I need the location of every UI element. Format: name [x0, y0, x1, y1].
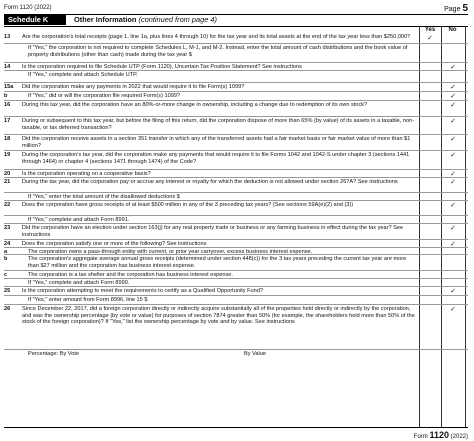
- question-text: The corporation's aggregate average annual gross receipts (determined under section 448(c)) for the 3 tax years preceding the current tax year are more than $27 million and the corporation has business interest expense.: [28, 256, 407, 269]
- row-divider: [4, 304, 468, 305]
- no-checkmark[interactable]: ✓: [450, 306, 456, 313]
- form-identifier: Form 1120 (2022): [4, 5, 52, 11]
- no-checkmark[interactable]: ✓: [450, 152, 456, 159]
- question-number: b: [4, 93, 8, 99]
- question-number: 14: [4, 64, 11, 70]
- question-number: 19: [4, 152, 11, 158]
- row-divider: [4, 295, 468, 296]
- page-prefix: Page: [444, 6, 461, 13]
- row-divider: [4, 91, 468, 92]
- question-number: 17: [4, 118, 11, 124]
- question-text: If "Yes," enter the total amount of the disallowed deductions $: [28, 194, 180, 200]
- question-text: Is the corporation required to file Schedule UTP (Form 1120), Uncertain Tax Position Statement? See instructions: [22, 64, 302, 70]
- row-divider: [4, 70, 468, 71]
- page-header: [4, 2, 468, 14]
- row-divider: [4, 116, 468, 117]
- question-text: Is the corporation operating on a cooperative basis?: [22, 171, 151, 177]
- row-divider: [4, 169, 468, 170]
- question-text: During the tax year, did the corporation pay or accrue any interest or royalty for which the deduction is not allowed under section 267A? See instructions: [22, 179, 398, 185]
- no-checkmark[interactable]: ✓: [450, 136, 456, 143]
- question-number: 25: [4, 288, 11, 294]
- question-text: Are the corporation's total receipts (page 1, line 1a, plus lines 4 through 10) for the tax year and its total assets at the end of the tax year less than $250,000?: [22, 34, 411, 40]
- no-checkmark[interactable]: ✓: [450, 118, 456, 125]
- title-note: (continued from page 4): [138, 15, 217, 24]
- question-number: 21: [4, 179, 11, 185]
- schedule-label: Schedule K: [4, 15, 66, 25]
- no-checkmark[interactable]: ✓: [450, 288, 456, 295]
- question-text: If "Yes," complete and attach Form 8990.: [28, 280, 130, 286]
- question-number: 24: [4, 241, 11, 247]
- row-divider: [4, 177, 468, 178]
- no-checkmark[interactable]: ✓: [450, 171, 456, 178]
- footer-year: (2022): [450, 434, 468, 440]
- question-text: If "Yes," complete and attach Form 8991.: [28, 217, 130, 223]
- row-divider: [4, 239, 468, 240]
- question-number: 15a: [4, 84, 14, 90]
- question-text: Percentage: By Vote: [28, 351, 79, 357]
- row-divider: [4, 278, 468, 279]
- no-checkmark[interactable]: ✓: [450, 179, 456, 186]
- question-number: c: [4, 272, 8, 278]
- question-number: a: [4, 249, 8, 255]
- question-number: 16: [4, 102, 11, 108]
- no-checkmark[interactable]: ✓: [450, 241, 456, 248]
- question-number: 20: [4, 171, 11, 177]
- no-checkmark[interactable]: ✓: [450, 102, 456, 109]
- row-divider: [4, 43, 468, 44]
- question-text: The corporation is a tax shelter and the corporation has business interest expense.: [28, 272, 233, 278]
- no-checkmark[interactable]: ✓: [450, 84, 456, 91]
- row-divider: [4, 349, 468, 350]
- row-divider: [4, 254, 468, 255]
- question-text: During the corporation's tax year, did the corporation make any payments that would require it to file Forms 1042 and 1042-S under chapter 3 (sections 1441 through 1464) or chapter 4 (sections 1471 through 1474) of the Code?: [22, 152, 410, 165]
- row-divider: [4, 100, 468, 101]
- question-text: The corporation owns a pass-through entity with current, or prior year carryover, excess business interest expense.: [28, 249, 313, 255]
- footer-prefix: Form: [413, 434, 428, 440]
- row-divider: [4, 192, 468, 193]
- question-text: Since December 22, 2017, did a foreign corporation directly or indirectly acquire substantially all of the properties held directly or indirectly by the corporation, and was the ownership percentage (by vote or value) for purposes of section 7874 greater than 50% (for example, the shareholders held more than 50% of the stock of the foreign corporation)? If "Yes," list the ownership percentage by vote and by value. See instructions: [22, 306, 415, 326]
- question-text: Did the corporation make any payments in 2022 that would require it to file Form(s) 1099?: [22, 84, 245, 90]
- question-text: Does the corporation satisfy one or more of the following? See instructions: [22, 241, 207, 247]
- title-text: Other Information: [74, 15, 137, 24]
- question-text: During this tax year, did the corporation have an 80%-or-more change in ownership, including a change due to redemption of its own stock?: [22, 102, 368, 108]
- row-divider: [4, 286, 468, 287]
- row-divider: [4, 82, 468, 83]
- page-number: 5: [462, 3, 468, 14]
- row-divider: [4, 215, 468, 216]
- table-top-rule: [4, 26, 468, 27]
- no-checkmark[interactable]: ✓: [450, 64, 456, 71]
- row-divider: [4, 134, 468, 135]
- question-text: Does the corporation have gross receipts of at least $500 million in any of the 3 preceding tax years? (See sections 59A(e)(2) and (3)): [22, 202, 354, 208]
- schedule-header: [4, 15, 468, 25]
- row-divider: [4, 200, 468, 201]
- question-text: If "Yes," enter amount from Form 8996, line 15 $: [28, 297, 148, 303]
- yes-checkmark[interactable]: ✓: [427, 35, 433, 42]
- question-text: Did the corporation receive assets in a section 351 transfer in which any of the transferred assets had a fair market basis or fair market value of more than $1 million?: [22, 136, 411, 149]
- question-number: b: [4, 256, 8, 262]
- question-text: During or subsequent to this tax year, but before the filing of this return, did the corporation dispose of more than 65% (by value) of its assets in a taxable, non-taxable, or tax deferred transaction?: [22, 118, 415, 131]
- no-checkmark[interactable]: ✓: [450, 93, 456, 100]
- yes-column-header: Yes: [424, 27, 436, 33]
- question-number: 22: [4, 202, 11, 208]
- page-number-label: [444, 3, 468, 14]
- question-text: If "Yes," did or will the corporation file required Form(s) 1099?: [28, 93, 181, 99]
- question-text: Is the corporation attempting to meet the requirements to certify as a Qualified Opportunity Fund?: [22, 288, 263, 294]
- row-divider: [4, 223, 468, 224]
- footer-form-number: 1120: [429, 430, 449, 440]
- yes-column: [419, 26, 442, 427]
- by-value-label: By Value: [244, 351, 266, 357]
- question-number: 26: [4, 306, 11, 312]
- no-column-header: No: [448, 27, 457, 33]
- no-checkmark[interactable]: ✓: [450, 225, 456, 232]
- question-text: If "Yes," complete and attach Schedule UTP.: [28, 72, 138, 78]
- question-text: Did the corporation have an election under section 163(j) for any real property trade or business or any farming business in effect during the tax year? See instructions: [22, 225, 404, 238]
- schedule-title: [74, 15, 217, 25]
- question-number: 23: [4, 225, 11, 231]
- footer-form-label: [414, 430, 468, 440]
- table-bottom-rule: [4, 427, 468, 428]
- question-text: If "Yes," the corporation is not required to complete Schedules L, M-1, and M-2. Instead, enter the total amount of cash distributions and the book value of property distributions (other than cash) made during the tax year $: [28, 45, 408, 58]
- row-divider: [4, 270, 468, 271]
- question-number: 18: [4, 136, 11, 142]
- no-checkmark[interactable]: ✓: [450, 202, 456, 209]
- row-divider: [4, 62, 468, 63]
- question-number: 13: [4, 34, 11, 40]
- row-divider: [4, 247, 468, 248]
- row-divider: [4, 150, 468, 151]
